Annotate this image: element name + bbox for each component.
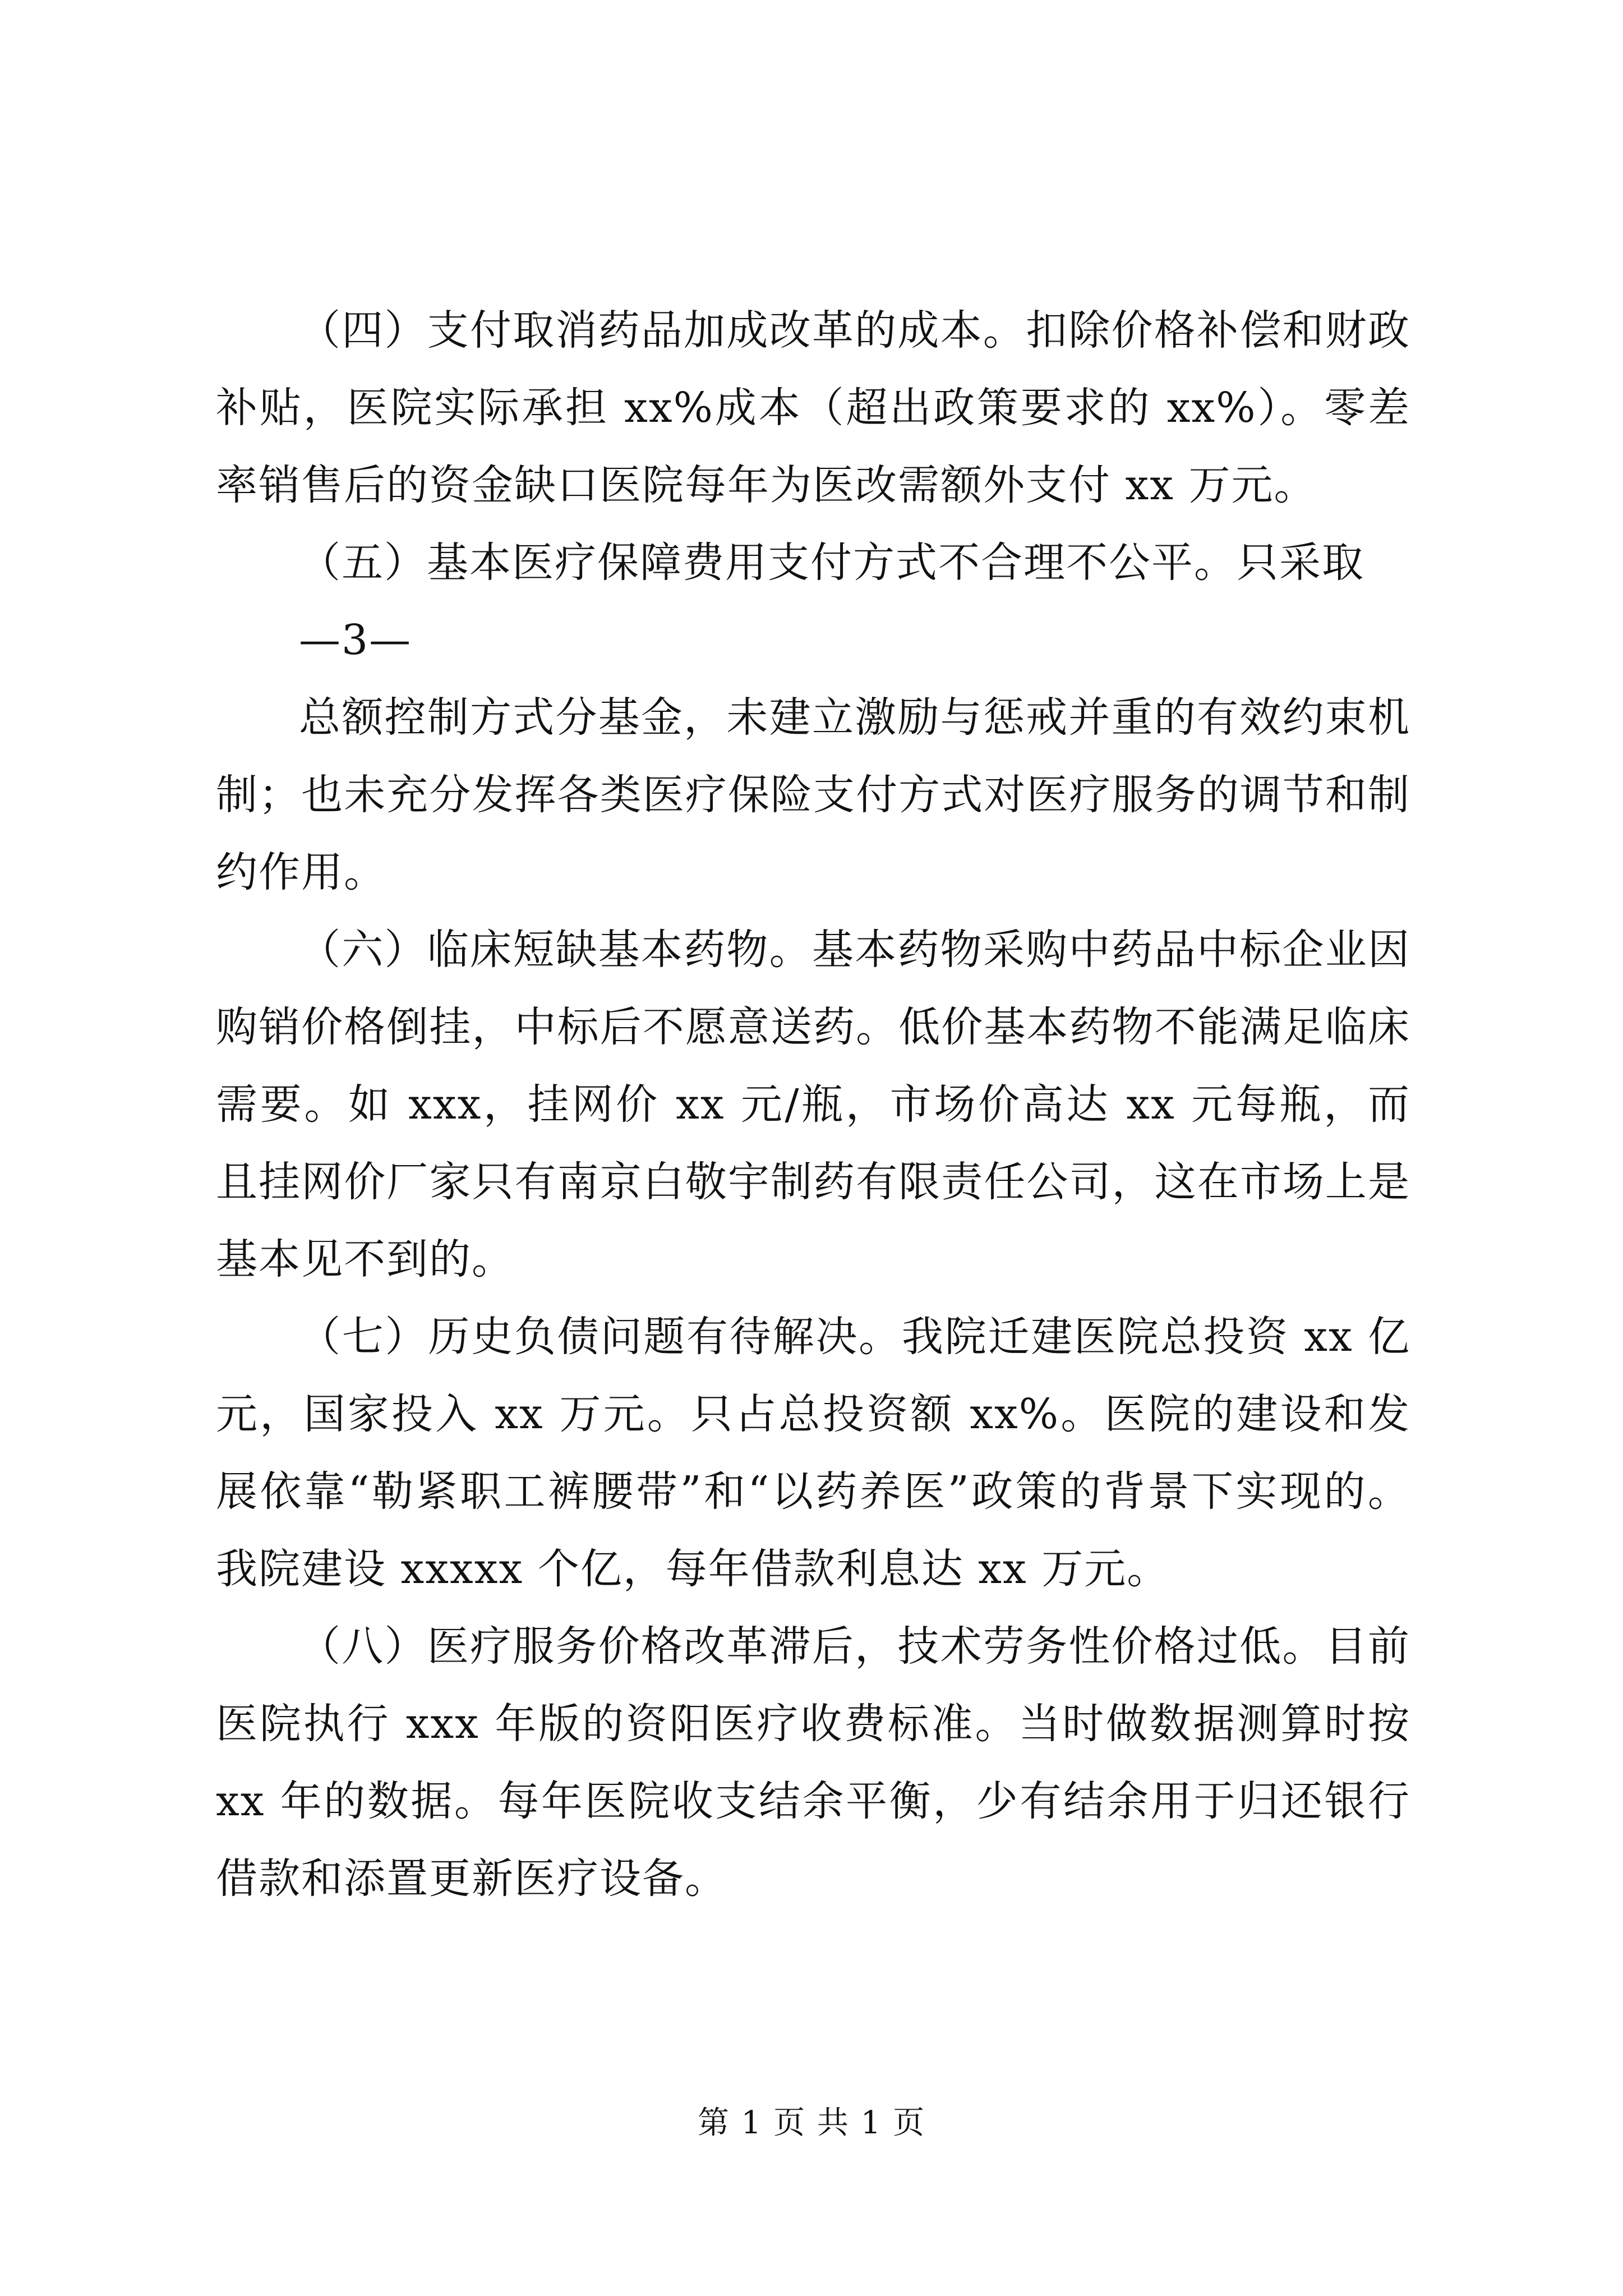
page-footer: 第 1 页 共 1 页: [697, 2105, 926, 2141]
paragraph-five-continued: 总额控制方式分基金，未建立激励与惩戒并重的有效约束机制；也未充分发挥各类医疗保险支付方式对医疗服务的调节和制约作用。: [216, 693, 1410, 896]
paragraph-five: （五）基本医疗保障费用支付方式不合理不公平。只采取: [299, 539, 1364, 587]
paragraph-six: （六）临床短缺基本药物。基本药物采购中药品中标企业因购销价格倒挂，中标后不愿意送药。低价基本药物不能满足临床需要。如 xxx，挂网价 xx 元/瓶，市场价高达 xx 元每瓶，而且挂网价厂家只有南京白敬宇制药有限责任公司，这在市场上是基本见不到的。: [216, 926, 1410, 1283]
document-body: [216, 292, 1410, 1917]
paragraph-eight: （八）医疗服务价格改革滞后，技术劳务性价格过低。目前医院执行 xxx 年版的资阳医疗收费标准。当时做数据测算时按 xx 年的数据。每年医院收支结余平衡，少有结余用于归还银行借款和添置更新医疗设备。: [216, 1622, 1410, 1903]
paragraph-four: （四）支付取消药品加成改革的成本。扣除价格补偿和财政补贴，医院实际承担 xx%成本（超出政策要求的 xx%）。零差率销售后的资金缺口医院每年为医改需额外支付 xx 万元。: [216, 306, 1410, 509]
paragraph-seven: （七）历史负债问题有待解决。我院迁建医院总投资 xx 亿元，国家投入 xx 万元。只占总投资额 xx%。医院的建设和发展依靠“勒紧职工裤腰带”和“以药养医”政策的背景下实现的。我院建设 xxxxx 个亿，每年借款利息达 xx 万元。: [216, 1313, 1410, 1593]
page-marker: —3—: [299, 616, 412, 664]
